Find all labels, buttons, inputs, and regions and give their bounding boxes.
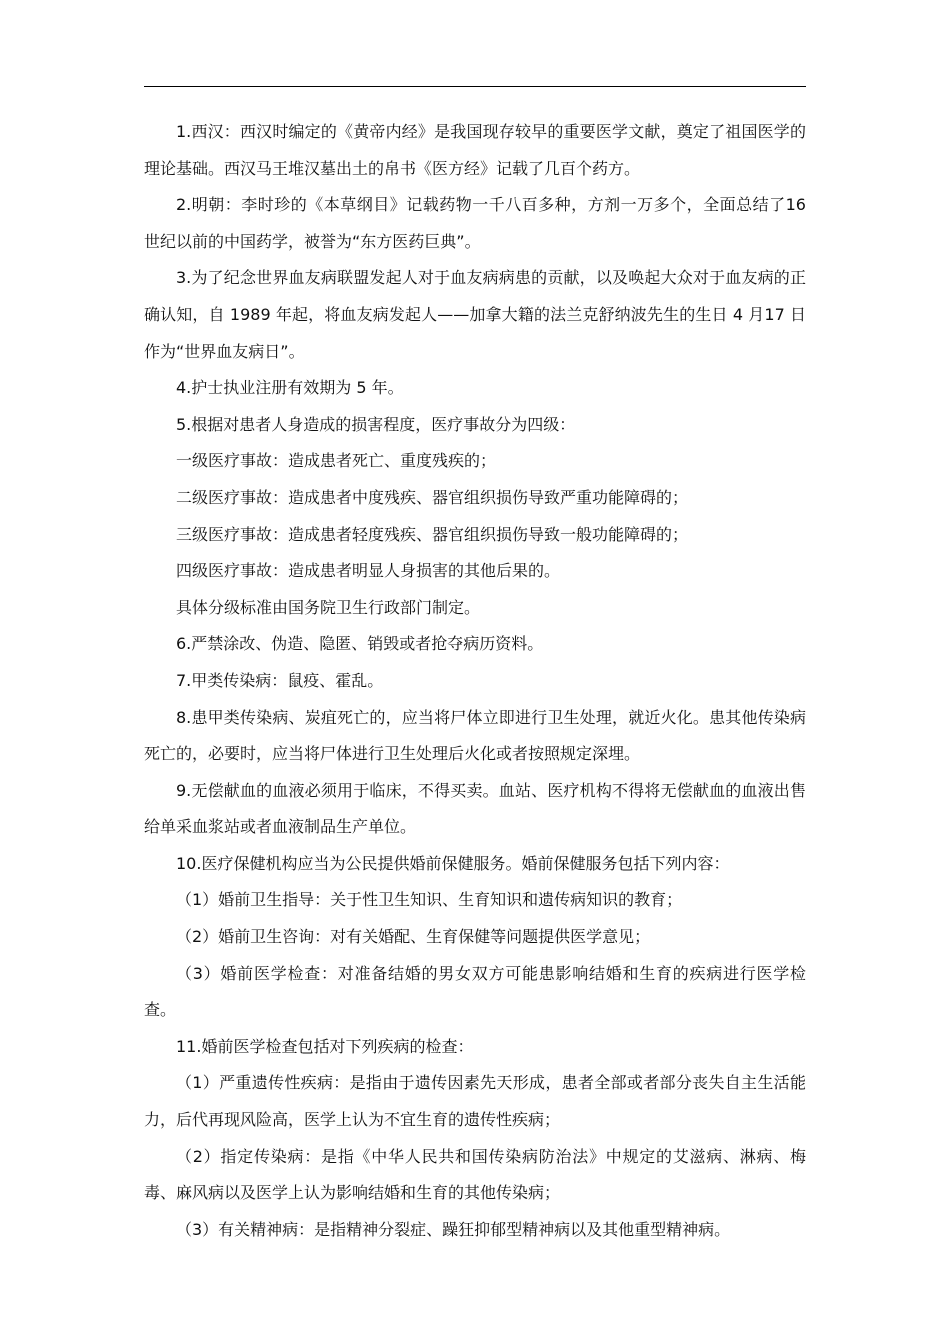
paragraph-2: 2.明朝：李时珍的《本草纲目》记载药物一千八百多种，方剂一万多个，全面总结了16 世纪以前的中国药学，被誉为“东方医药巨典”。 [144,195,806,251]
paragraph-6: 6.严禁涂改、伪造、隐匿、销毁或者抢夺病历资料。 [176,634,544,654]
paragraph-10-item-3: （3）婚前医学检查：对准备结婚的男女双方可能患影响结婚和生育的疾病进行医学检查。 [144,963,806,1020]
paragraph-3: 3.为了纪念世界血友病联盟发起人对于血友病病患的贡献，以及唤起大众对于血友病的正确认知，自 1989 年起，将血友病发起人——加拿大籍的法兰克舒纳波先生的生日 4 月17 日作为“世界血友病日”。 [144,268,806,361]
paragraph-5-level-2: 二级医疗事故：造成患者中度残疾、器官组织损伤导致严重功能障碍的； [176,487,689,507]
paragraph-10-item-1: （1）婚前卫生指导：关于性卫生知识、生育知识和遗传病知识的教育； [176,890,683,910]
paragraph-5: 5.根据对患者人身造成的损害程度，医疗事故分为四级： [176,414,576,434]
paragraph-5-level-4: 四级医疗事故：造成患者明显人身损害的其他后果的。 [176,561,561,581]
header-rule [144,86,806,87]
paragraph-7: 7.甲类传染病：鼠疫、霍乱。 [176,670,384,690]
paragraph-11-item-2: （2）指定传染病：是指《中华人民共和国传染病防治法》中规定的艾滋病、淋病、梅毒、麻风病以及医学上认为影响结婚和生育的其他传染病； [144,1146,806,1203]
paragraph-8: 8.患甲类传染病、炭疽死亡的，应当将尸体立即进行卫生处理，就近火化。患其他传染病死亡的，必要时，应当将尸体进行卫生处理后火化或者按照规定深埋。 [144,707,806,764]
paragraph-11-item-3: （3）有关精神病：是指精神分裂症、躁狂抑郁型精神病以及其他重型精神病。 [176,1219,731,1239]
paragraph-5-note: 具体分级标准由国务院卫生行政部门制定。 [176,597,481,617]
paragraph-10: 10.医疗保健机构应当为公民提供婚前保健服务。婚前保健服务包括下列内容： [176,853,730,873]
paragraph-1: 1.西汉：西汉时编定的《黄帝内经》是我国现存较早的重要医学文献，奠定了祖国医学的理论基础。西汉马王堆汉墓出土的帛书《医方经》记载了几百个药方。 [144,122,806,178]
paragraph-10-item-2: （2）婚前卫生咨询：对有关婚配、生育保健等问题提供医学意见； [176,927,651,947]
paragraph-11-item-1: （1）严重遗传性疾病：是指由于遗传因素先天形成，患者全部或者部分丧失自主生活能力，后代再现风险高，医学上认为不宜生育的遗传性疾病； [144,1073,806,1130]
paragraph-5-level-1: 一级医疗事故：造成患者死亡、重度残疾的； [176,451,497,471]
document-body [144,114,806,1248]
paragraph-9: 9.无偿献血的血液必须用于临床，不得买卖。血站、医疗机构不得将无偿献血的血液出售给单采血浆站或者血液制品生产单位。 [144,780,806,837]
paragraph-11: 11.婚前医学检查包括对下列疾病的检查： [176,1036,474,1056]
paragraph-5-level-3: 三级医疗事故：造成患者轻度残疾、器官组织损伤导致一般功能障碍的； [176,524,689,544]
paragraph-4: 4.护士执业注册有效期为 5 年。 [176,378,404,398]
